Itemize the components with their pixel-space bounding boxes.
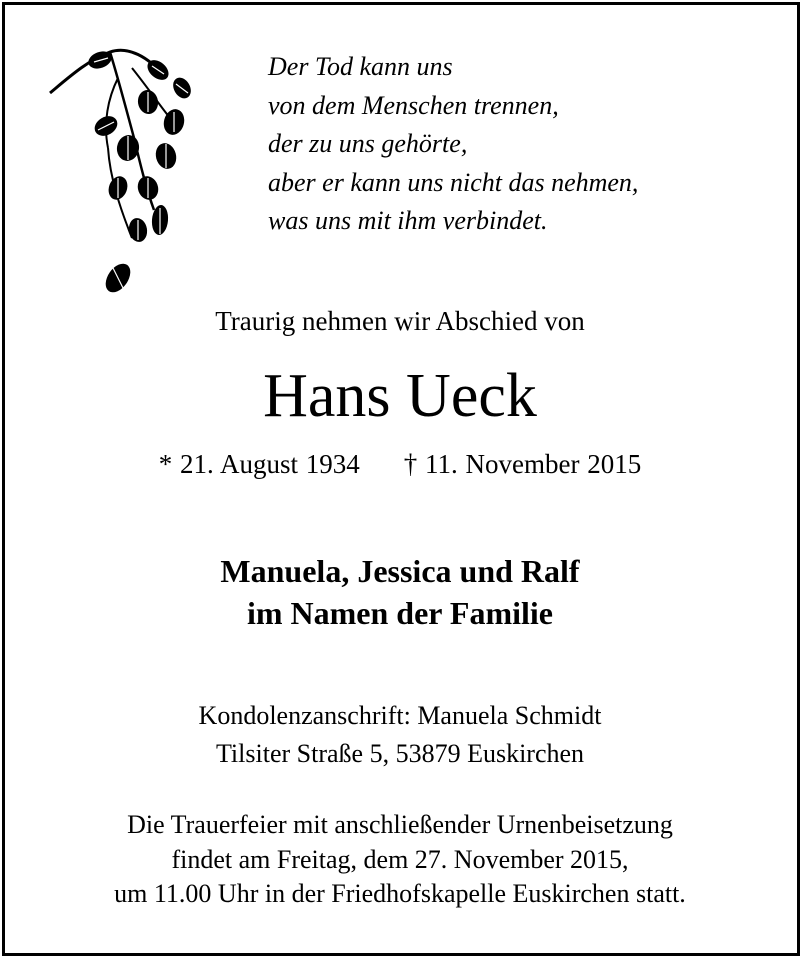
deceased-name: Hans Ueck [263, 362, 537, 430]
ceremony-line: Die Trauerfeier mit anschließender Urnenbeisetzung [127, 810, 673, 839]
birch-branch-icon [48, 38, 198, 308]
family-signature [0, 550, 800, 634]
quote-line: der zu uns gehörte, [268, 129, 468, 158]
death-date: † 11. November 2015 [403, 449, 642, 479]
ceremony-line: findet am Freitag, dem 27. November 2015, [171, 844, 629, 874]
quote-line: von dem Menschen trennen, [268, 90, 559, 120]
ceremony-info [0, 808, 800, 912]
address-line: Kondolenzanschrift: Manuela Schmidt [198, 701, 602, 730]
quote-line: Der Tod kann uns [268, 52, 453, 81]
intro-line: Traurig nehmen wir Abschied von [215, 306, 585, 336]
ceremony-line: um 11.00 Uhr in der Friedhofskapelle Euskirchen statt. [114, 879, 686, 908]
memorial-quote [268, 48, 638, 241]
quote-line: was uns mit ihm verbindet. [268, 206, 548, 235]
quote-line: aber er kann uns nicht das nehmen, [268, 167, 639, 197]
family-line: im Namen der Familie [246, 595, 553, 631]
life-dates [0, 449, 800, 480]
address-line: Tilsiter Straße 5, 53879 Euskirchen [215, 739, 585, 768]
birth-date: * 21. August 1934 [158, 449, 360, 479]
family-line: Manuela, Jessica und Ralf [220, 553, 580, 589]
condolence-address [0, 697, 800, 773]
